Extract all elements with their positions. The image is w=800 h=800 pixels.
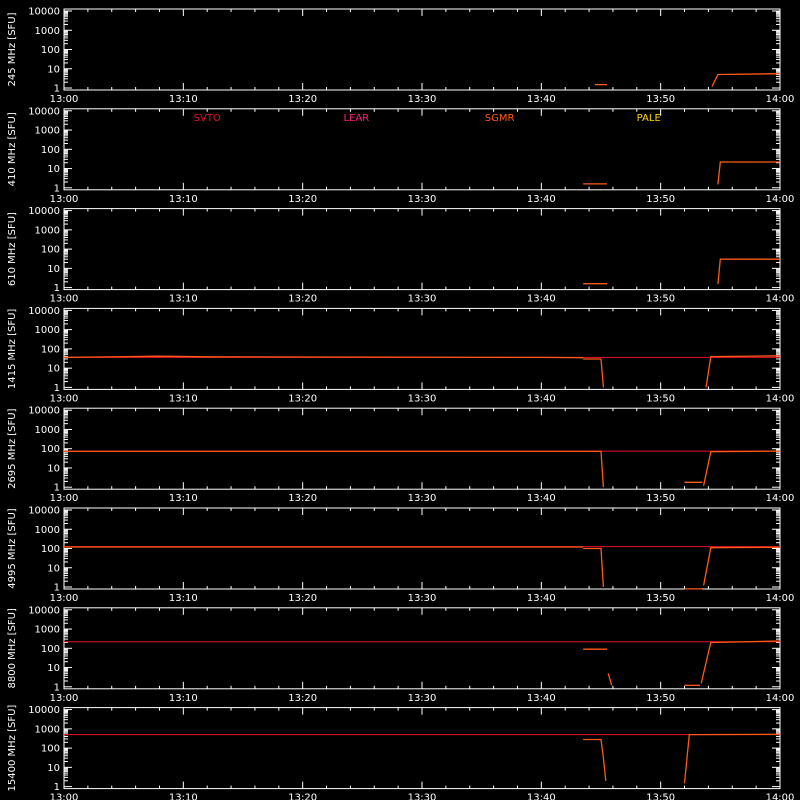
x-tick-label: 13:20	[288, 293, 318, 305]
y-tick-label: 100	[40, 643, 60, 655]
x-tick-label: 13:00	[49, 593, 79, 604]
panel-6	[7, 506, 794, 605]
series-sgmr-line	[718, 259, 780, 284]
series-sgmr-line	[608, 673, 612, 685]
x-tick-label: 13:50	[646, 792, 676, 800]
y-tick-label: 1000	[34, 125, 60, 137]
y-tick-label: 1	[53, 283, 60, 295]
x-tick-label: 13:20	[288, 393, 318, 405]
x-tick-label: 13:00	[49, 193, 79, 205]
y-tick-label: 10	[47, 463, 60, 475]
x-tick-label: 13:00	[49, 94, 79, 105]
y-tick-label: 1	[53, 183, 60, 195]
x-tick-label: 13:50	[646, 393, 676, 405]
series-sgmr-line	[701, 641, 780, 683]
series-sgmr-line	[64, 451, 603, 487]
x-tick-label: 13:50	[646, 94, 676, 105]
x-tick-label: 13:10	[168, 293, 198, 305]
y-tick-label: 10	[47, 363, 60, 375]
y-tick-label: 10000	[28, 106, 60, 118]
series-sgmr-line	[583, 359, 603, 387]
x-tick-label: 13:40	[526, 493, 556, 505]
x-tick-label: 13:30	[407, 393, 437, 405]
y-tick-label: 1000	[34, 424, 60, 436]
x-tick-label: 14:00	[765, 593, 795, 604]
x-tick-label: 13:50	[646, 593, 676, 604]
y-tick-label: 10	[47, 663, 60, 675]
x-tick-label: 13:10	[168, 94, 198, 105]
y-axis-label: 1415 MHz [SFU]	[7, 308, 18, 390]
x-tick-label: 13:10	[168, 193, 198, 205]
x-tick-label: 13:40	[526, 94, 556, 105]
panel-frame	[64, 708, 780, 789]
y-tick-label: 10000	[28, 6, 60, 18]
y-tick-label: 10	[47, 263, 60, 275]
x-tick-label: 13:10	[168, 792, 198, 800]
x-tick-label: 13:30	[407, 593, 437, 604]
x-tick-label: 13:50	[646, 193, 676, 205]
panel-3	[7, 206, 794, 305]
legend-svto: SVTO	[193, 112, 221, 124]
x-tick-label: 13:00	[49, 393, 79, 405]
x-tick-label: 13:30	[407, 493, 437, 505]
panel-frame	[64, 9, 780, 90]
y-tick-label: 10000	[28, 605, 60, 617]
y-tick-label: 100	[40, 743, 60, 755]
y-tick-label: 100	[40, 344, 60, 356]
panel-frame	[64, 308, 780, 389]
series-sgmr-line	[583, 740, 606, 781]
x-tick-label: 13:40	[526, 792, 556, 800]
series-sgmr-line	[712, 74, 780, 87]
y-axis-label: 2695 MHz [SFU]	[7, 408, 18, 489]
x-tick-label: 14:00	[765, 393, 795, 405]
panel-2	[7, 106, 794, 205]
x-tick-label: 13:30	[407, 692, 437, 704]
y-tick-label: 100	[40, 45, 60, 56]
panel-8	[7, 705, 794, 800]
x-tick-label: 13:40	[526, 393, 556, 405]
panel-frame	[64, 209, 780, 290]
x-tick-label: 14:00	[765, 692, 795, 704]
x-tick-label: 13:20	[288, 593, 318, 604]
x-tick-label: 13:10	[168, 593, 198, 604]
y-tick-label: 1	[53, 782, 60, 794]
panel-frame	[64, 608, 780, 689]
series-sgmr-line	[704, 547, 780, 585]
x-tick-label: 13:20	[288, 94, 318, 105]
legend-sgmr: SGMR	[484, 112, 515, 124]
panel-5	[7, 406, 794, 505]
x-tick-label: 13:40	[526, 293, 556, 305]
panel-1	[7, 7, 794, 106]
x-tick-label: 13:50	[646, 692, 676, 704]
y-tick-label: 10	[47, 762, 60, 774]
y-tick-label: 1000	[34, 325, 60, 337]
panel-4	[7, 306, 794, 405]
y-tick-label: 1	[53, 382, 60, 394]
x-tick-label: 13:20	[288, 193, 318, 205]
y-tick-label: 10000	[28, 705, 60, 717]
x-tick-label: 13:30	[407, 193, 437, 205]
y-tick-label: 10	[47, 563, 60, 575]
x-tick-label: 13:00	[49, 293, 79, 305]
series-sgmr-line	[706, 356, 780, 388]
y-axis-label: 245 MHz [SFU]	[7, 12, 18, 87]
y-tick-label: 10000	[28, 505, 60, 517]
series-sgmr-line	[583, 549, 603, 588]
y-tick-label: 1000	[34, 624, 60, 636]
x-tick-label: 14:00	[765, 293, 795, 305]
legend-pale: PALE	[636, 112, 661, 124]
y-tick-label: 10000	[28, 305, 60, 317]
x-tick-label: 13:00	[49, 493, 79, 505]
x-tick-label: 13:10	[168, 393, 198, 405]
y-tick-label: 1	[53, 83, 60, 95]
y-tick-label: 1	[53, 582, 60, 594]
y-axis-label: 8800 MHz [SFU]	[7, 608, 18, 689]
x-tick-label: 13:40	[526, 593, 556, 604]
x-tick-label: 13:10	[168, 692, 198, 704]
x-tick-label: 13:40	[526, 193, 556, 205]
y-tick-label: 10	[47, 64, 60, 76]
x-tick-label: 13:50	[646, 293, 676, 305]
x-tick-label: 13:10	[168, 493, 198, 505]
panel-frame	[64, 408, 780, 489]
x-tick-label: 13:40	[526, 692, 556, 704]
y-axis-label: 4995 MHz [SFU]	[7, 508, 18, 589]
y-tick-label: 1000	[34, 225, 60, 237]
x-tick-label: 13:00	[49, 692, 79, 704]
y-tick-label: 10000	[28, 405, 60, 417]
x-tick-label: 14:00	[765, 94, 795, 105]
x-tick-label: 13:30	[407, 94, 437, 105]
panel-frame	[64, 508, 780, 589]
x-tick-label: 13:20	[288, 692, 318, 704]
series-sgmr-line	[704, 451, 780, 486]
x-tick-label: 13:30	[407, 293, 437, 305]
y-tick-label: 1000	[34, 25, 60, 37]
y-tick-label: 100	[40, 544, 60, 555]
y-tick-label: 10	[47, 164, 60, 176]
x-tick-label: 13:30	[407, 792, 437, 800]
y-tick-label: 100	[40, 444, 60, 456]
series-sgmr-line	[685, 734, 781, 783]
x-tick-label: 13:00	[49, 792, 79, 800]
y-tick-label: 10000	[28, 206, 60, 218]
x-tick-label: 14:00	[765, 193, 795, 205]
y-tick-label: 100	[40, 244, 60, 256]
panel-frame	[64, 109, 780, 190]
y-axis-label: 610 MHz [SFU]	[7, 212, 18, 287]
x-tick-label: 13:20	[288, 792, 318, 800]
y-tick-label: 1000	[34, 724, 60, 736]
x-tick-label: 13:50	[646, 493, 676, 505]
x-tick-label: 14:00	[765, 792, 795, 800]
y-axis-label: 410 MHz [SFU]	[7, 112, 18, 187]
y-tick-label: 1000	[34, 524, 60, 536]
y-tick-label: 1	[53, 482, 60, 494]
x-tick-label: 14:00	[765, 493, 795, 505]
x-tick-label: 13:20	[288, 493, 318, 505]
y-tick-label: 1	[53, 682, 60, 694]
y-tick-label: 100	[40, 144, 60, 156]
y-axis-label: 15400 MHz [SFU]	[7, 704, 18, 792]
legend-lear: LEAR	[343, 112, 370, 124]
series-sgmr-line	[718, 162, 780, 184]
panel-7	[7, 605, 794, 704]
